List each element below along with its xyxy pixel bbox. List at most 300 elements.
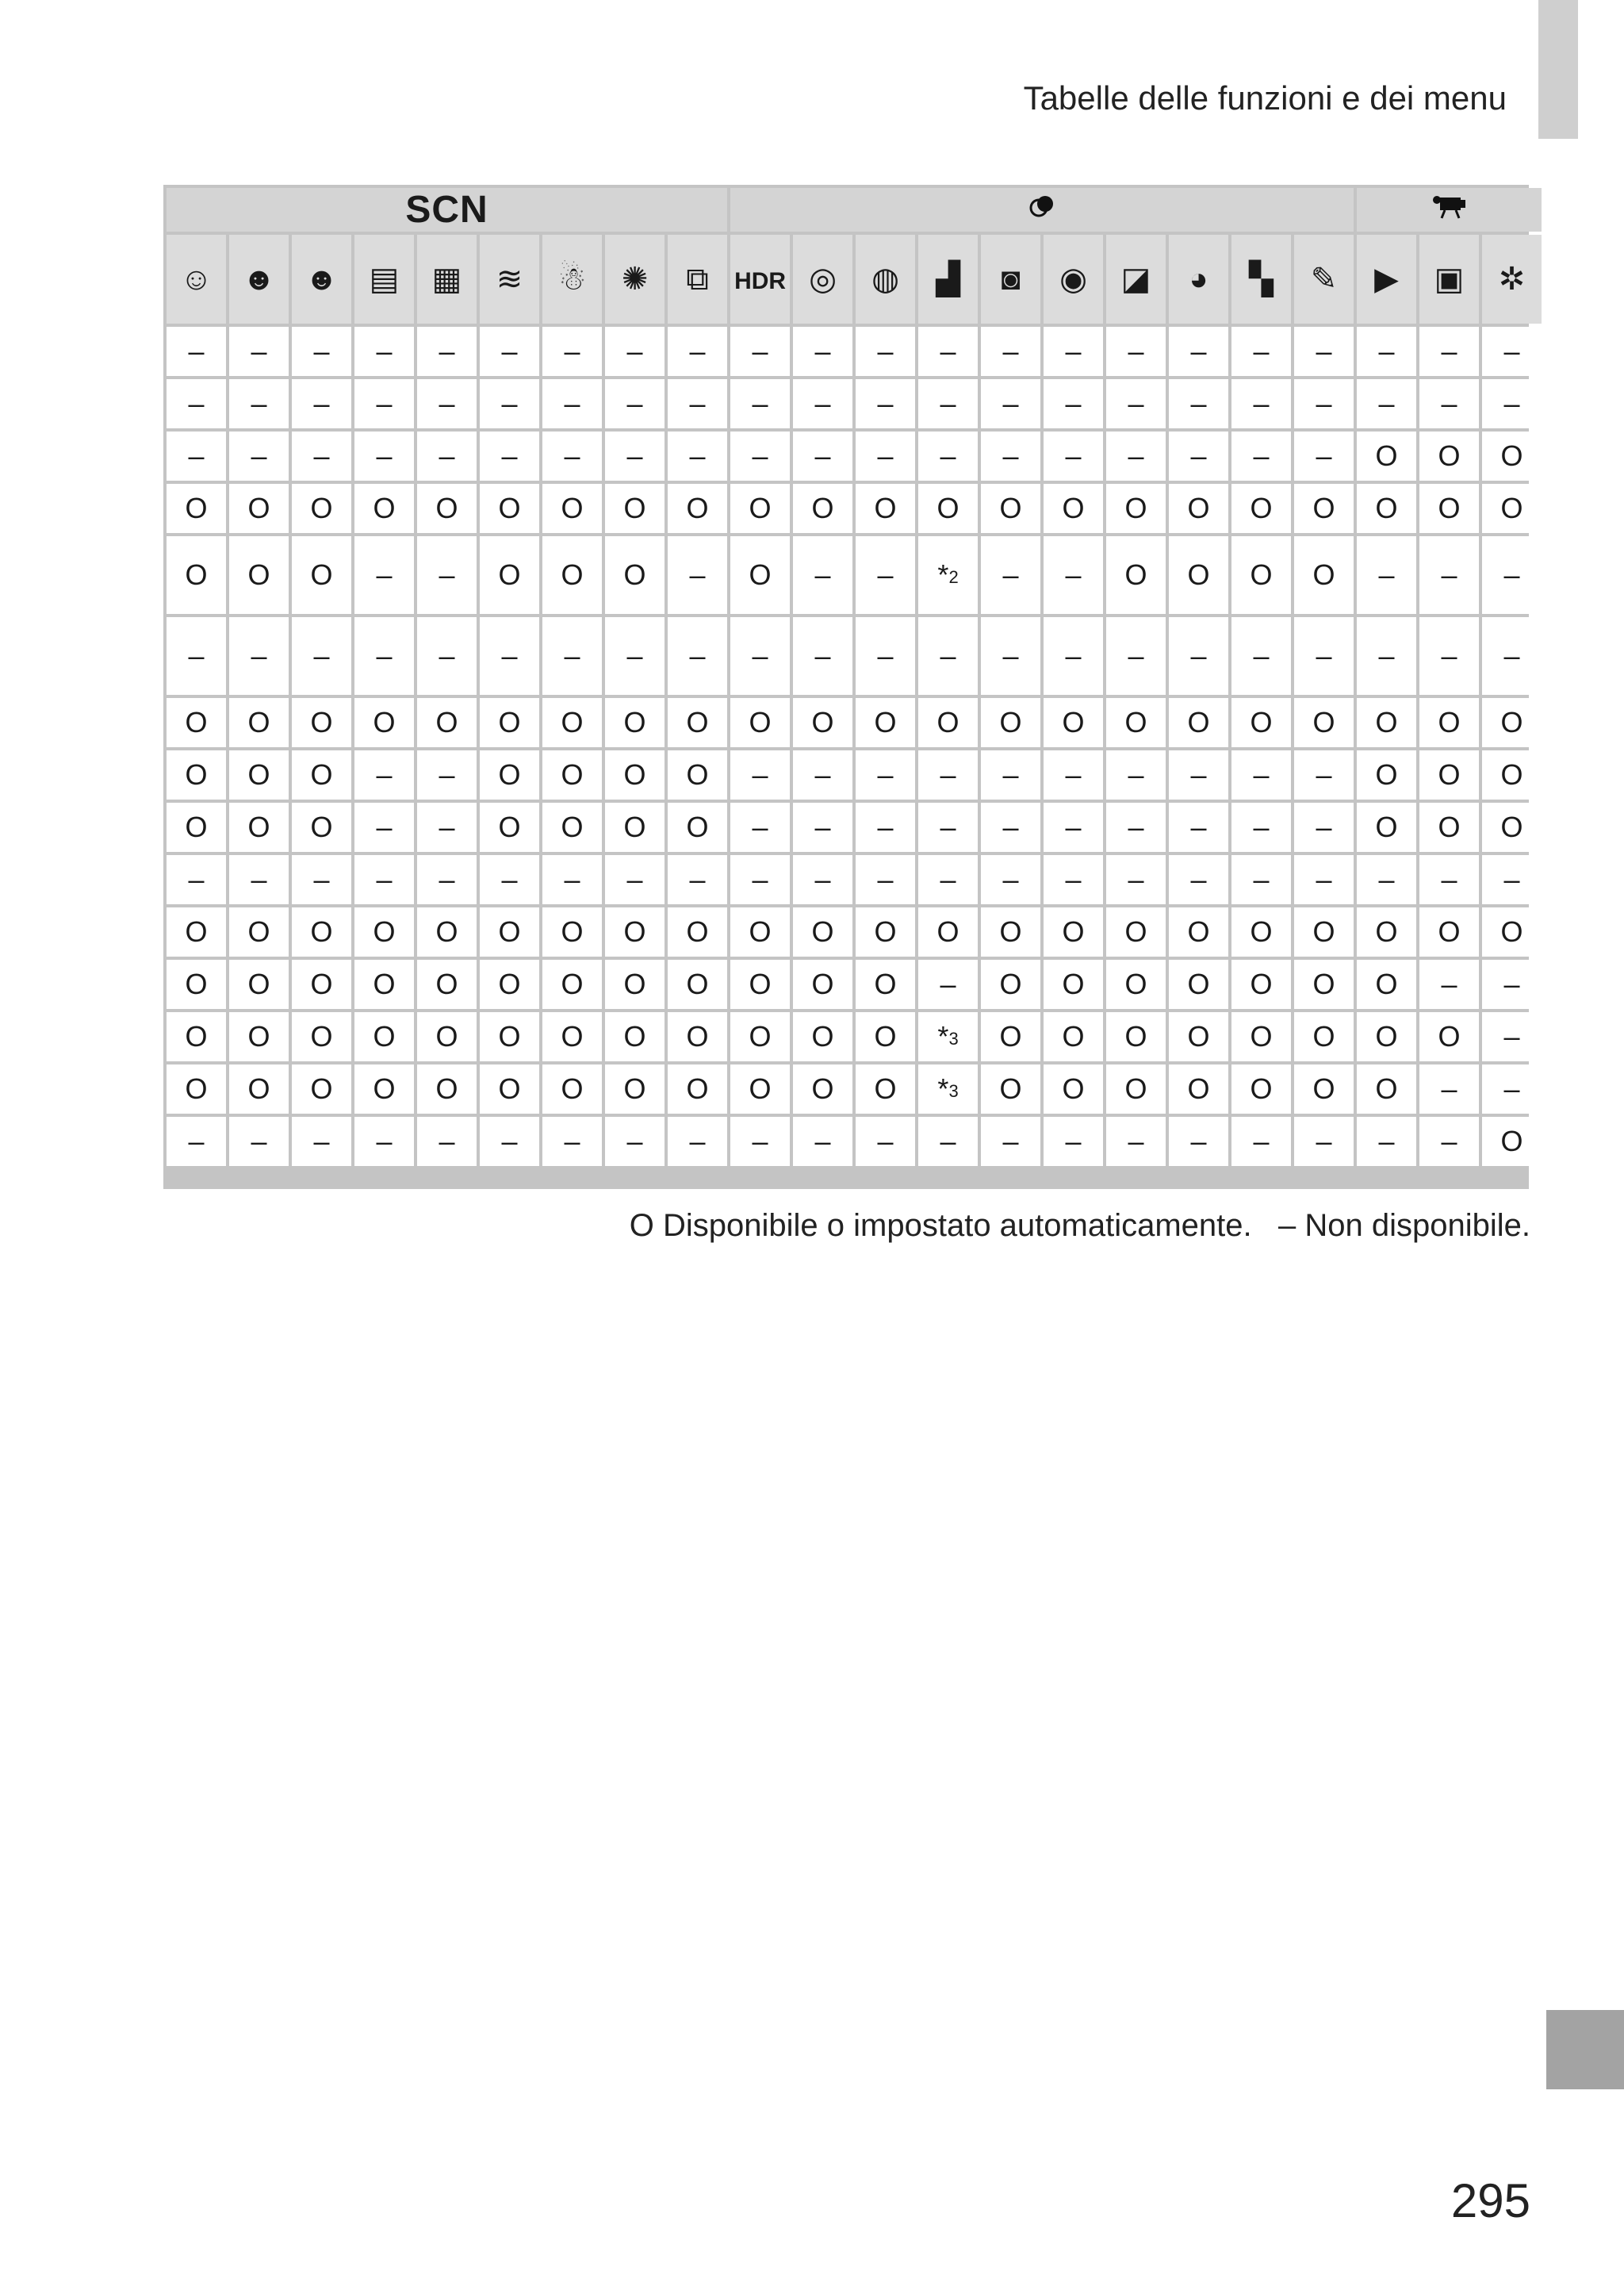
table-cell [354,803,414,852]
cell-value: O [310,811,333,843]
super-slow-motion-icon: ✲ [1498,262,1526,297]
table-cell [1482,617,1542,695]
table-cell [167,617,226,695]
cell-value: O [498,811,521,843]
table-cell [354,750,414,800]
cell-value: – [1002,639,1019,672]
cell-value: – [1316,439,1332,472]
table-cell [1106,1012,1166,1061]
table-cell [793,1117,852,1166]
cell-value: *3 [937,1072,959,1105]
table-cell [605,617,665,695]
table-cell [1357,484,1416,533]
table-cell [354,484,414,533]
cell-value: O [185,492,208,524]
cell-value: – [814,639,831,672]
cell-value: O [561,811,584,843]
table-cell [605,536,665,614]
cell-value: O [1500,706,1523,738]
cell-value: O [561,1020,584,1053]
table-cell [1294,698,1354,747]
table-cell [856,379,915,428]
table-cell [1231,536,1291,614]
table-cell [1231,907,1291,957]
table-cell [1169,327,1228,376]
table-cell [605,484,665,533]
cell-value: – [877,1125,894,1157]
cell-value: – [376,639,393,672]
table-cell [730,617,790,695]
cell-value: O [185,706,208,738]
table-cell [981,907,1040,957]
table-row [167,1012,1542,1061]
table-cell [1357,432,1416,481]
table-cell [605,1012,665,1061]
table-cell [793,432,852,481]
cell-value: – [1378,863,1395,896]
cell-value: O [310,915,333,948]
table-cell [542,750,602,800]
cell-value: O [1312,706,1335,738]
cell-value: O [1375,439,1398,472]
miniature-effect-icon: ▟ [936,262,960,297]
table-cell [981,432,1040,481]
table-cell [668,907,727,957]
table-cell [1231,1117,1291,1166]
column-header [1357,235,1416,324]
cell-value: O [1312,558,1335,591]
column-header [918,235,978,324]
table-cell [981,1064,1040,1114]
cell-value: – [626,387,643,420]
cell-value: – [188,335,205,367]
table-cell [480,1117,539,1166]
table-cell [668,484,727,533]
table-cell [981,617,1040,695]
table-row [167,484,1542,533]
cell-value: – [1253,439,1270,472]
cell-value: O [1438,492,1461,524]
table-cell [1169,698,1228,747]
cell-value: – [376,439,393,472]
table-cell [1044,327,1103,376]
legend-unavailable-text: Non disponibile. [1304,1208,1530,1243]
cell-value: O [310,1072,333,1105]
cell-value: – [439,387,455,420]
table-cell [856,1012,915,1061]
table-cell [1106,750,1166,800]
table-cell [856,698,915,747]
table-cell [354,536,414,614]
table-cell [229,432,289,481]
table-cell [1106,617,1166,695]
cell-value: O [435,968,458,1000]
cell-value: – [251,863,267,896]
legend-available-text: Disponibile o impostato automaticamente. [663,1208,1252,1243]
table-cell [1044,907,1103,957]
table-cell [605,855,665,904]
table-cell [480,327,539,376]
cell-value: O [749,1072,772,1105]
column-header [542,235,602,324]
table-cell [542,1064,602,1114]
cell-value: – [1316,758,1332,791]
column-header [1044,235,1103,324]
column-header [856,235,915,324]
chapter-tab [1538,0,1578,139]
table-cell [1231,960,1291,1009]
movie-icon [1432,193,1467,227]
cell-value: – [689,1125,706,1157]
cell-value: – [1253,1125,1270,1157]
cell-value: O [247,811,270,843]
column-header [730,235,790,324]
cell-value: *2 [937,558,959,591]
table-cell [856,617,915,695]
cell-value: O [1062,968,1085,1000]
table-cell [354,432,414,481]
cell-value: – [376,863,393,896]
table-cell [1419,617,1479,695]
table-cell [1357,1064,1416,1114]
cell-value: – [1253,863,1270,896]
cell-value: O [936,915,959,948]
cell-value: – [1128,863,1144,896]
cell-value: – [1190,811,1207,843]
cell-value: – [752,439,768,472]
cell-value: – [814,335,831,367]
cell-value: O [561,558,584,591]
cell-value: O [1187,706,1210,738]
legend-unavailable-symbol: – [1277,1208,1297,1243]
cell-value: – [752,863,768,896]
cell-value: O [874,492,897,524]
cell-value: – [1316,639,1332,672]
cell-value: – [1378,639,1395,672]
table-cell [292,907,351,957]
cell-value: – [1128,758,1144,791]
table-cell [1106,855,1166,904]
table-row [167,750,1542,800]
cell-value: O [1375,758,1398,791]
table-cell [856,803,915,852]
cell-value: O [435,1020,458,1053]
table-cell [542,484,602,533]
cell-value: O [623,706,646,738]
cell-value: – [877,558,894,591]
table-cell [417,698,477,747]
table-cell [480,379,539,428]
footnote-ref: 3 [948,1029,959,1049]
table-cell [668,803,727,852]
table-cell [981,960,1040,1009]
cell-value: O [1438,706,1461,738]
cell-value: O [623,968,646,1000]
table-cell [229,484,289,533]
cell-value: – [1316,387,1332,420]
table-cell [1106,536,1166,614]
cell-value: O [185,558,208,591]
cell-value: – [940,758,956,791]
cell-value: O [811,915,834,948]
cell-value: – [814,758,831,791]
table-row [167,960,1542,1009]
column-header [1106,235,1166,324]
cell-value: – [564,863,580,896]
table-cell [981,698,1040,747]
column-header [668,235,727,324]
table-cell [981,484,1040,533]
table-cell [167,432,226,481]
cell-value: O [623,492,646,524]
table-cell [981,803,1040,852]
table-cell [167,327,226,376]
table-cell [1231,327,1291,376]
table-cell [1357,803,1416,852]
table-cell [1044,379,1103,428]
cell-value: – [689,439,706,472]
table-cell [1482,907,1542,957]
cell-value: – [1128,639,1144,672]
table-cell [229,803,289,852]
cell-value: O [686,492,709,524]
cell-value: O [811,1072,834,1105]
cell-value: – [877,335,894,367]
table-cell [1419,855,1479,904]
table-cell [1357,536,1416,614]
table-row [167,1117,1542,1166]
table-cell [668,379,727,428]
cell-value: – [877,811,894,843]
cell-value: O [561,915,584,948]
column-header [417,235,477,324]
cell-value: – [752,758,768,791]
cell-value: – [1128,1125,1144,1157]
cell-value: O [1124,706,1147,738]
table-cell [542,379,602,428]
table-cell [1357,907,1416,957]
cell-value: O [749,968,772,1000]
table-cell [730,698,790,747]
cell-value: O [1438,1020,1461,1053]
cell-value: – [689,558,706,591]
table-cell [480,803,539,852]
cell-value: – [626,439,643,472]
table-cell [793,750,852,800]
standard-movie-icon: ▶ [1374,262,1399,297]
table-cell [981,1117,1040,1166]
table-cell [1044,536,1103,614]
cell-value: – [752,639,768,672]
cell-value: O [686,1072,709,1105]
cell-value: O [749,706,772,738]
table-cell [605,907,665,957]
cell-value: – [1378,335,1395,367]
cell-value: – [376,811,393,843]
cell-value: O [999,1020,1022,1053]
table-row [167,536,1542,614]
table-cell [605,379,665,428]
table-cell [605,750,665,800]
cell-value: O [373,1072,396,1105]
cell-value: O [1438,915,1461,948]
cell-value: – [689,863,706,896]
cell-value: – [1441,968,1457,1000]
cell-value: O [1062,1020,1085,1053]
table-cell [918,907,978,957]
cell-value: – [188,639,205,672]
cell-value: O [310,558,333,591]
table-cell [1106,907,1166,957]
table-cell [417,1117,477,1166]
cell-value: – [1065,863,1082,896]
cell-value: O [1062,492,1085,524]
cell-value: – [626,863,643,896]
table-cell [480,432,539,481]
cell-value: O [1312,1020,1335,1053]
table-cell [1482,855,1542,904]
table-cell [1294,617,1354,695]
table-cell [292,1117,351,1166]
table-cell [354,1117,414,1166]
cell-value: – [439,335,455,367]
cell-value: O [1124,492,1147,524]
cell-value: O [1062,915,1085,948]
cell-value: O [686,915,709,948]
cell-value: O [999,706,1022,738]
imovie-icon: ▣ [1434,262,1465,297]
table-cell [793,617,852,695]
table-cell [668,1117,727,1166]
high-speed-burst-hq-icon: ▤ [369,262,400,297]
page-title: Tabelle delle funzioni e dei menu [1023,79,1507,117]
cell-value: – [877,639,894,672]
footnote-ref: 3 [948,1081,959,1101]
cell-value: – [1065,439,1082,472]
table-cell [856,855,915,904]
table-cell [918,750,978,800]
cell-value: – [1441,558,1457,591]
table-cell [1482,803,1542,852]
cell-value: – [1065,639,1082,672]
table-cell [417,1064,477,1114]
table-cell [605,960,665,1009]
cell-value: O [811,968,834,1000]
cell-value: – [313,387,330,420]
cell-value: – [439,639,455,672]
nostalgic-icon: ◎ [809,262,837,297]
cell-value: O [1187,492,1210,524]
fisheye-effect-icon: ◍ [871,262,900,297]
table-cell [1294,960,1354,1009]
cell-value: – [814,387,831,420]
cell-value: O [435,492,458,524]
column-header [1419,235,1479,324]
table-cell [918,1117,978,1166]
table-cell [292,484,351,533]
table-cell [417,960,477,1009]
table-cell [1294,432,1354,481]
table-cell [354,960,414,1009]
table-cell [793,327,852,376]
table-cell [1106,1064,1166,1114]
cell-value: – [251,387,267,420]
cell-value: O [373,1020,396,1053]
cell-value: O [247,1072,270,1105]
table-cell [1357,1012,1416,1061]
table-cell [1419,907,1479,957]
cell-value: O [999,968,1022,1000]
cell-value: – [940,863,956,896]
cell-value: – [564,639,580,672]
cell-value: O [561,758,584,791]
table-cell [480,960,539,1009]
cell-value: – [940,968,956,1000]
table-cell [229,907,289,957]
table-cell [167,698,226,747]
table-cell [1419,327,1479,376]
cell-value: – [188,1125,205,1157]
table-cell [605,803,665,852]
table-cell [1044,617,1103,695]
table-row [167,698,1542,747]
cell-value: O [874,1020,897,1053]
table-cell [918,1012,978,1061]
table-cell [1044,750,1103,800]
table-cell [793,803,852,852]
cell-value: O [936,706,959,738]
portrait-icon: ▦ [431,262,462,297]
table-cell [1044,698,1103,747]
column-header [1482,235,1542,324]
table-cell [668,698,727,747]
table-cell [1482,1012,1542,1061]
table-cell [1169,960,1228,1009]
cell-value: O [1250,1020,1273,1053]
cell-value: – [1441,335,1457,367]
cell-value: O [498,706,521,738]
cell-value: – [940,387,956,420]
cell-value: – [689,335,706,367]
table-cell [167,855,226,904]
cell-value: – [1441,1072,1457,1105]
cell-value: – [376,1125,393,1157]
table-cell [480,1064,539,1114]
table-cell [1044,432,1103,481]
cell-value: O [498,915,521,948]
cell-value: O [1375,706,1398,738]
table-cell [229,1117,289,1166]
table-cell [167,750,226,800]
table-cell [1294,484,1354,533]
table-cell [793,484,852,533]
table-cell [1231,1012,1291,1061]
table-cell [793,907,852,957]
table-cell [292,855,351,904]
stitch-assist-icon: ⧉ [686,261,709,297]
group-header-creative-filters [730,188,1354,232]
table-cell [668,1064,727,1114]
table-cell [542,1012,602,1061]
table-cell [1294,536,1354,614]
table-cell [417,1012,477,1061]
table-cell [1419,960,1479,1009]
cell-value: O [185,1020,208,1053]
table-cell [1044,960,1103,1009]
cell-value: O [498,968,521,1000]
table-cell [229,855,289,904]
table-cell [730,907,790,957]
